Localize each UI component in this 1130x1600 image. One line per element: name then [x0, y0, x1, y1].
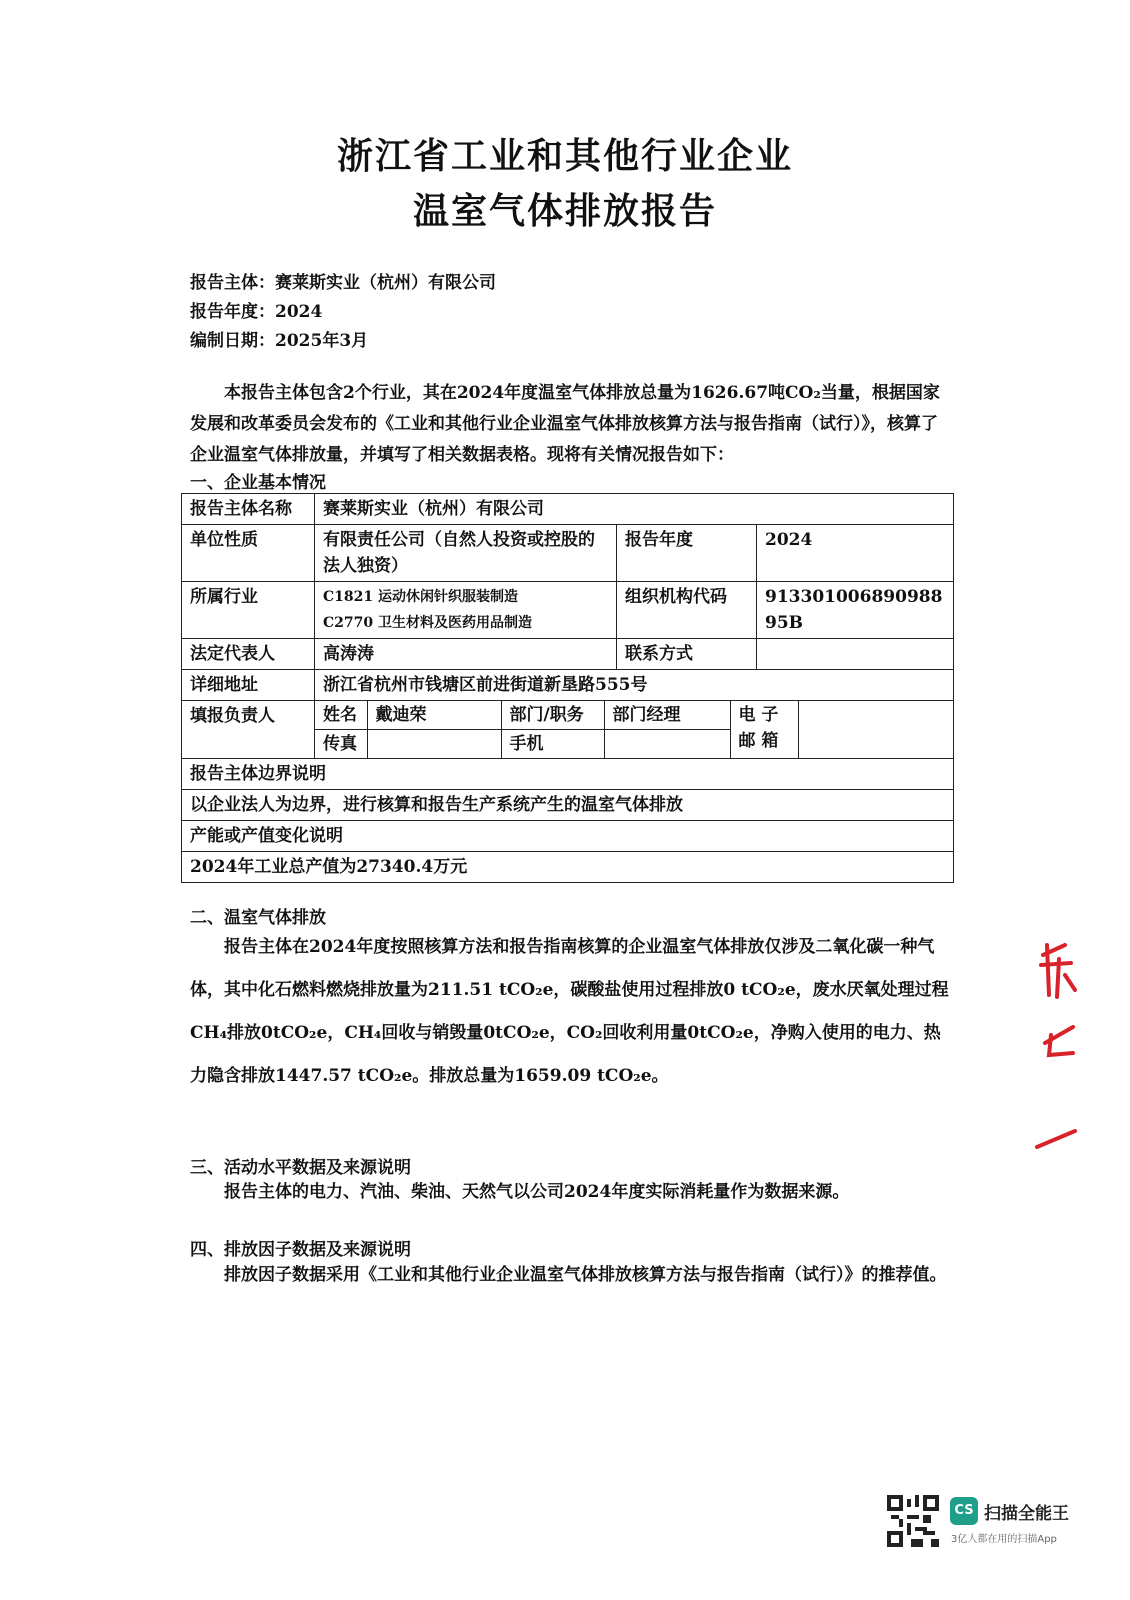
industry-label: 所属行业: [182, 582, 315, 639]
filer-dept-label: 部门/职务: [501, 701, 604, 730]
filer-dept-value: 部门经理: [604, 701, 730, 730]
contact-value: [757, 639, 954, 670]
filer-label: 填报负责人: [182, 701, 315, 759]
filer-inner-table: [315, 701, 953, 758]
footer-brand: 扫描全能王: [984, 1504, 1069, 1524]
industry-1: C1821 运动休闲针织服装制造: [323, 589, 518, 605]
capacity-label: 产能或产值变化说明: [182, 821, 954, 852]
meta-year: 报告年度：2024: [190, 302, 323, 322]
filer-cell: [315, 701, 954, 759]
filer-mobile-value: [604, 730, 730, 759]
name-value: 赛莱斯实业（杭州）有限公司: [315, 494, 954, 525]
section4-body: 排放因子数据采用《工业和其他行业企业温室气体排放核算方法与报告指南（试行）》的推荐值。: [224, 1265, 947, 1285]
title-line-1: 浙江省工业和其他行业企业: [336, 136, 793, 177]
title-line-2: 温室气体排放报告: [412, 191, 717, 232]
section1-heading: 一、企业基本情况: [190, 473, 326, 493]
section2-body: 报告主体在2024年度按照核算方法和报告指南核算的企业温室气体排放仅涉及二氧化碳一种气体，其中化石燃料燃烧排放量为211.51 tCO₂e，碳酸盐使用过程排放0 tCO₂e，废水厌氧处理过程CH₄排放0tCO₂e，CH₄回收与销毁量0tCO₂e，CO₂回收利用量0tCO₂e，净购入使用的电力、热力隐含排放1447.57 tCO₂e。排放总量为1659.09 tCO₂e。: [190, 937, 949, 1086]
filer-name-label: 姓名: [315, 701, 367, 730]
address-value: 浙江省杭州市钱塘区前进街道新垦路555号: [315, 670, 954, 701]
filer-fax-value: [367, 730, 501, 759]
filer-fax-label: 传真: [315, 730, 367, 759]
cs-logo-icon: CS: [950, 1497, 978, 1525]
capacity-value: 2024年工业总产值为27340.4万元: [182, 852, 954, 883]
boundary-label: 报告主体边界说明: [182, 759, 954, 790]
name-label: 报告主体名称: [182, 494, 315, 525]
address-label: 详细地址: [182, 670, 315, 701]
nature-value: 有限责任公司（自然人投资或控股的法人独资）: [315, 525, 617, 582]
section3-heading: 三、活动水平数据及来源说明: [190, 1158, 411, 1178]
org-code-label: 组织机构代码: [617, 582, 757, 639]
meta-entity: 报告主体：赛莱斯实业（杭州）有限公司: [190, 273, 496, 293]
red-seal-stamp: [1035, 935, 1080, 1155]
industry-value: [315, 582, 617, 639]
basic-info-table: [181, 493, 954, 883]
meta-date: 编制日期：2025年3月: [190, 331, 369, 351]
filer-name-value: 戴迪荣: [367, 701, 501, 730]
year-value: 2024: [757, 525, 954, 582]
section2-heading: 二、温室气体排放: [190, 908, 326, 928]
org-code-value: 91330100689098895B: [757, 582, 954, 639]
legal-rep-value: 高涛涛: [315, 639, 617, 670]
year-label: 报告年度: [617, 525, 757, 582]
footer-tagline: 3亿人都在用的扫描App: [951, 1534, 1057, 1545]
nature-label: 单位性质: [182, 525, 315, 582]
contact-label: 联系方式: [617, 639, 757, 670]
legal-rep-label: 法定代表人: [182, 639, 315, 670]
filer-email-value: [798, 701, 953, 758]
filer-mobile-label: 手机: [501, 730, 604, 759]
section3-body: 报告主体的电力、汽油、柴油、天然气以公司2024年度实际消耗量作为数据来源。: [224, 1182, 850, 1202]
boundary-value: 以企业法人为边界，进行核算和报告生产系统产生的温室气体排放: [182, 790, 954, 821]
section4-heading: 四、排放因子数据及来源说明: [190, 1240, 411, 1260]
qr-code: [887, 1495, 939, 1547]
intro-paragraph: 本报告主体包含2个行业，其在2024年度温室气体排放总量为1626.67吨CO₂当量，根据国家发展和改革委员会发布的《工业和其他行业企业温室气体排放核算方法与报告指南（试行）》，核算了企业温室气体排放量，并填写了相关数据表格。现将有关情况报告如下：: [190, 383, 940, 465]
industry-2: C2770 卫生材料及医药用品制造: [323, 615, 532, 631]
filer-email-label: 电 子 邮 箱: [730, 701, 798, 758]
